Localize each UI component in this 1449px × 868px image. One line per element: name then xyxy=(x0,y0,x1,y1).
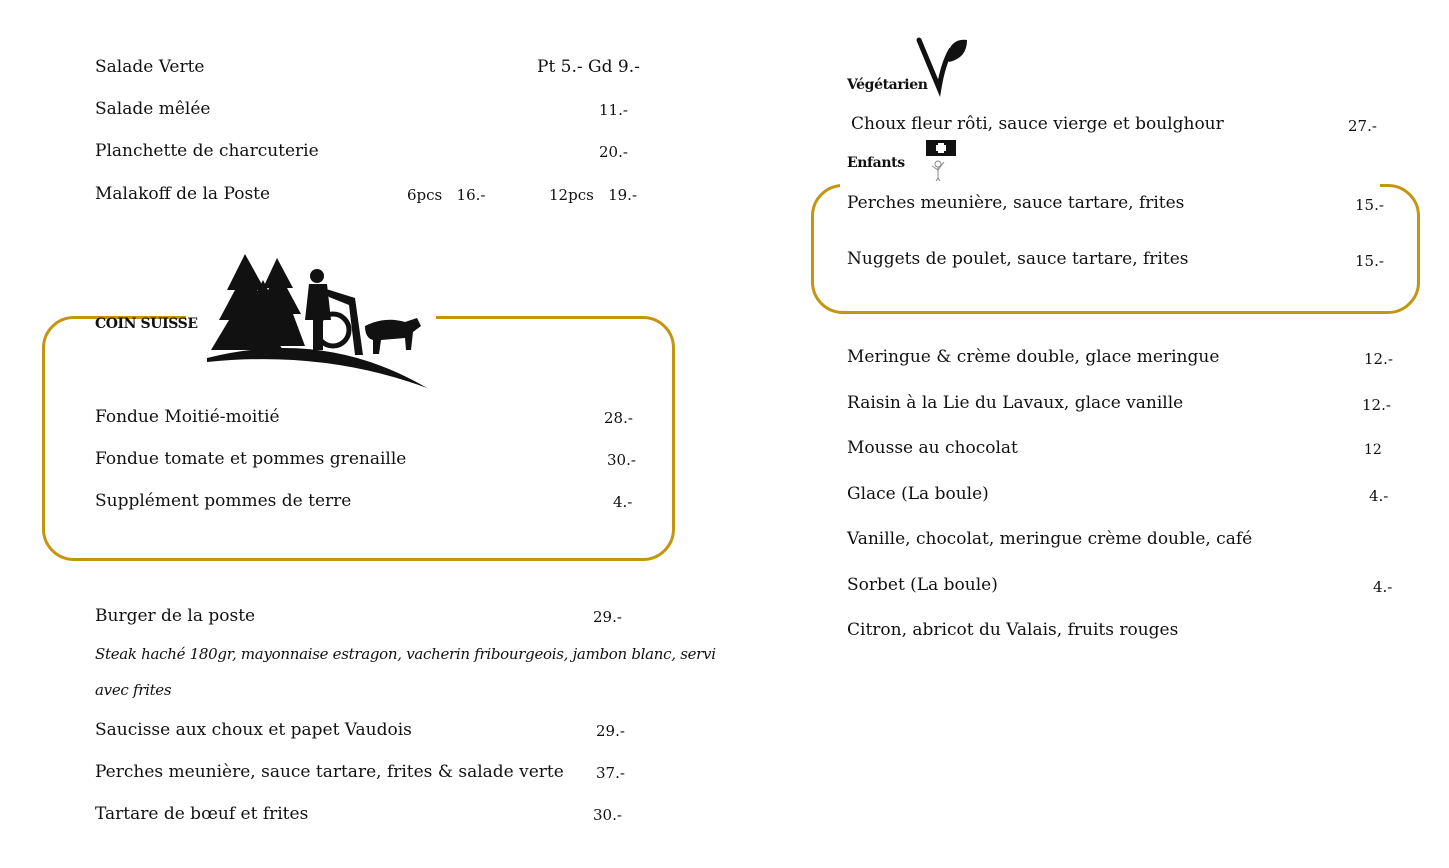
menu-item-price: Pt 5.- Gd 9.- xyxy=(537,57,640,77)
menu-item-price: 11.- xyxy=(599,101,628,119)
frame-gap xyxy=(840,181,1380,187)
menu-item-price: 4.- xyxy=(1373,578,1393,596)
menu-item-price: 20.- xyxy=(599,143,628,161)
vegetarien-title: Végétarien xyxy=(847,77,928,93)
menu-item-name: Nuggets de poulet, sauce tartare, frites xyxy=(847,249,1189,269)
menu-item-name: Sorbet (La boule) xyxy=(847,575,998,595)
menu-item-name: Saucisse aux choux et papet Vaudois xyxy=(95,720,412,740)
menu-item-price: 28.- xyxy=(604,409,633,427)
menu-item-option: 12pcs 19.- xyxy=(549,186,638,204)
menu-item-name: Tartare de bœuf et frites xyxy=(95,804,309,824)
menu-item-name: Burger de la poste xyxy=(95,606,256,626)
menu-item-name: Supplément pommes de terre xyxy=(95,491,352,511)
vegetarian-leaf-icon xyxy=(915,36,971,92)
menu-item-name: Vanille, chocolat, meringue crème double, café xyxy=(847,529,1253,549)
menu-item-price: 12.- xyxy=(1364,350,1393,368)
menu-item-price: 29.- xyxy=(596,722,625,740)
enfants-title: Enfants xyxy=(847,155,905,171)
menu-item-description: Steak haché 180gr, mayonnaise estragon, vacherin fribourgeois, jambon blanc, servi xyxy=(95,645,716,663)
coin-suisse-title: COIN SUISSE xyxy=(95,316,198,332)
menu-item-price: 30.- xyxy=(593,806,622,824)
menu-item-price: 37.- xyxy=(596,764,625,782)
menu-item-name: Salade Verte xyxy=(95,57,205,77)
menu-item-price: 4.- xyxy=(613,493,633,511)
menu-item-name: Citron, abricot du Valais, fruits rouges xyxy=(847,620,1179,640)
menu-item-price: 12 xyxy=(1364,442,1382,458)
menu-item-name: Salade mêlée xyxy=(95,99,211,119)
menu-item-name: Planchette de charcuterie xyxy=(95,141,319,161)
menu-item-price: 4.- xyxy=(1369,487,1389,505)
menu-item-price: 29.- xyxy=(593,608,622,626)
menu-item-name: Mousse au chocolat xyxy=(847,438,1018,458)
menu-item-name: Fondue tomate et pommes grenaille xyxy=(95,449,407,469)
menu-item-name: Fondue Moitié-moitié xyxy=(95,407,280,427)
menu-item-name: Perches meunière, sauce tartare, frites xyxy=(847,193,1185,213)
menu-item-description: avec frites xyxy=(95,681,172,699)
menu-item-name: Meringue & crème double, glace meringue xyxy=(847,347,1220,367)
menu-item-price: 27.- xyxy=(1348,117,1377,135)
menu-item-option: 6pcs 16.- xyxy=(407,186,486,204)
menu-item-name: Malakoff de la Poste xyxy=(95,184,271,204)
menu-item-price: 15.- xyxy=(1355,196,1384,214)
menu-item-name: Perches meunière, sauce tartare, frites & salade verte xyxy=(95,762,564,782)
alpine-scene-icon xyxy=(205,250,435,390)
menu-item-name: Glace (La boule) xyxy=(847,484,989,504)
menu-item-price: 12.- xyxy=(1362,396,1391,414)
menu-item-price: 30.- xyxy=(607,451,636,469)
menu-item-price: 15.- xyxy=(1355,252,1384,270)
menu-item-name: Raisin à la Lie du Lavaux, glace vanille xyxy=(847,393,1184,413)
menu-item-name: Choux fleur rôti, sauce vierge et boulghour xyxy=(851,114,1224,134)
